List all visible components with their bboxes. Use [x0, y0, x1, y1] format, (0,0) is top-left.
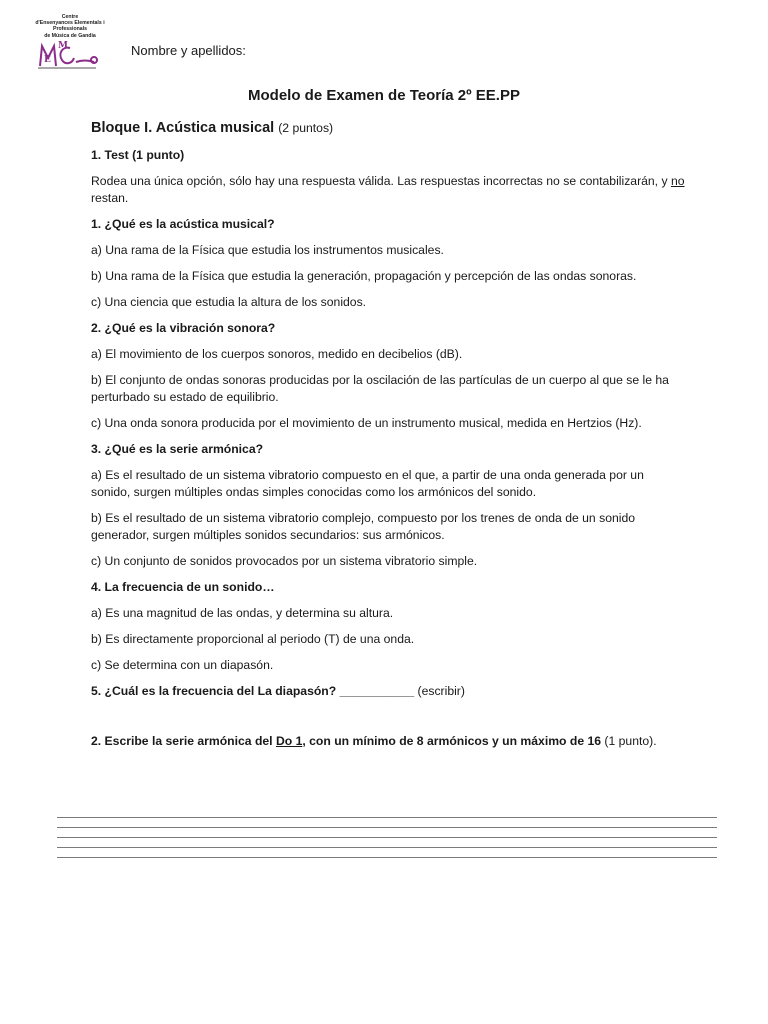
staff-line — [57, 827, 717, 828]
question-3: 3. ¿Qué es la serie armónica? — [91, 442, 264, 456]
student-name-label: Nombre y apellidos: — [131, 43, 246, 58]
option-2a[interactable]: a) El movimiento de los cuerpos sonoros, medido en decibelios (dB). — [91, 347, 463, 361]
option-1b[interactable]: b) Una rama de la Física que estudia la generación, propagación y percepción de las ondas sonoras. — [91, 269, 637, 283]
block-points: (2 puntos) — [278, 121, 334, 135]
option-4b[interactable]: b) Es directamente proporcional al periodo (T) de una onda. — [91, 632, 415, 646]
option-3a[interactable]: a) Es el resultado de un sistema vibratorio compuesto en el que, a partir de una onda generada por un sonido, surgen múltiples ondas simples conocidas como los armónicos del sonido. — [91, 468, 644, 499]
option-4c[interactable]: c) Se determina con un diapasón. — [91, 658, 274, 672]
question-4: 4. La frecuencia de un sonido… — [91, 580, 275, 594]
staff-line — [57, 857, 717, 858]
question-1: 1. ¿Qué es la acústica musical? — [91, 217, 275, 231]
option-3c[interactable]: c) Un conjunto de sonidos provocados por un sistema vibratorio simple. — [91, 554, 478, 568]
spacer — [91, 709, 686, 733]
exercise-2: 2. Escribe la serie armónica del Do 1, con un mínimo de 8 armónicos y un máximo de 16 (1 punto). — [91, 734, 657, 748]
exam-content — [91, 120, 686, 759]
test-heading: 1. Test (1 punto) — [91, 148, 185, 162]
staff-line — [57, 837, 717, 838]
school-logo — [20, 14, 120, 72]
question-5[interactable]: 5. ¿Cuál es la frecuencia del La diapasón? ___________ (escribir) — [91, 684, 465, 698]
logo-text: Centre d'Ensenyances Elementals i Professionals de Música de Gandia — [35, 14, 105, 39]
staff-line — [57, 847, 717, 848]
option-3b[interactable]: b) Es el resultado de un sistema vibratorio complejo, compuesto por los trenes de onda de un sonido generador, surgen múltiples sonidos secundarios: sus armónicos. — [91, 511, 636, 542]
music-staff[interactable] — [57, 817, 717, 861]
test-instructions: Rodea una única opción, sólo hay una respuesta válida. Las respuestas incorrectas no se contabilizarán, y no restan. — [91, 174, 685, 205]
option-1c[interactable]: c) Una ciencia que estudia la altura de los sonidos. — [91, 295, 367, 309]
option-2b[interactable]: b) El conjunto de ondas sonoras producidas por la oscilación de las partículas de un cuerpo al que se le ha perturbado su estado de equilibrio. — [91, 373, 669, 404]
question-2: 2. ¿Qué es la vibración sonora? — [91, 321, 276, 335]
exam-title: Modelo de Examen de Teoría 2º EE.PP — [248, 87, 520, 104]
option-4a[interactable]: a) Es una magnitud de las ondas, y determina su altura. — [91, 606, 394, 620]
svg-text:M: M — [58, 41, 68, 51]
svg-text:E: E — [44, 55, 51, 65]
staff-line — [57, 817, 717, 818]
logo-emblem-icon — [36, 38, 100, 70]
option-2c[interactable]: c) Una onda sonora producida por el movimiento de un instrumento musical, medida en Hertzios (Hz). — [91, 416, 642, 430]
option-1a[interactable]: a) Una rama de la Física que estudia los instrumentos musicales. — [91, 243, 444, 257]
block-heading — [91, 120, 686, 137]
block-title: Bloque I. Acústica musical — [91, 120, 275, 136]
